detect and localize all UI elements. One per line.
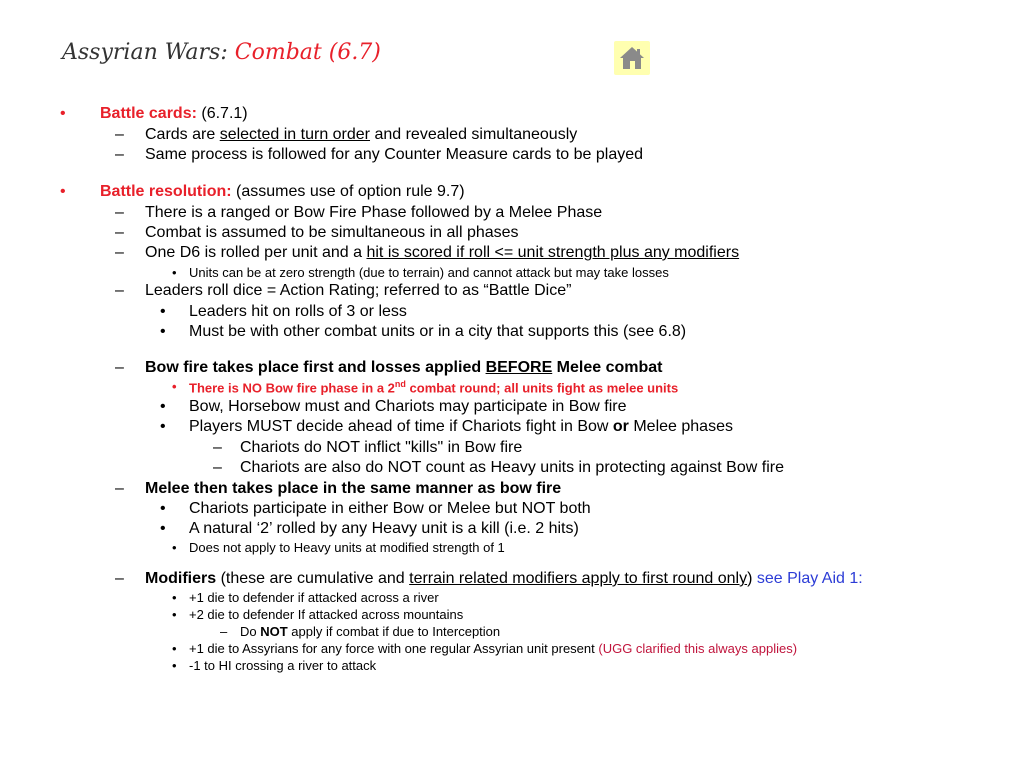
dash-icon: – bbox=[213, 439, 222, 456]
bullet-icon: • bbox=[172, 265, 177, 280]
list-item bbox=[220, 624, 501, 639]
heading-text: Bow fire takes place first and losses applied bbox=[145, 359, 486, 376]
item-text: apply if combat if due to Interception bbox=[287, 624, 501, 639]
list-item bbox=[115, 224, 519, 242]
list-item bbox=[172, 379, 679, 396]
item-text: Does not apply to Heavy units at modified strength of 1 bbox=[189, 540, 505, 555]
bullet-icon: • bbox=[160, 500, 166, 517]
list-item bbox=[115, 204, 603, 222]
terrain-rule-text: terrain related modifiers apply to first round only bbox=[409, 570, 748, 587]
modifiers-heading: Modifiers bbox=[145, 570, 217, 587]
item-text: Chariots are also do NOT count as Heavy units in protecting against Bow fire bbox=[240, 459, 784, 476]
list-item bbox=[172, 540, 505, 555]
list-item bbox=[172, 590, 439, 605]
selected-in-turn-order-text: selected in turn order bbox=[219, 126, 371, 143]
bullet-icon: • bbox=[160, 418, 166, 435]
list-item bbox=[115, 244, 740, 262]
item-text: A natural ‘2’ rolled by any Heavy unit is a kill (i.e. 2 hits) bbox=[189, 520, 579, 537]
item-text: Same process is followed for any Counter Measure cards to be played bbox=[145, 146, 644, 163]
list-item bbox=[160, 323, 687, 341]
item-text: Leaders hit on rolls of 3 or less bbox=[189, 303, 407, 320]
list-item bbox=[213, 439, 523, 457]
item-text: Cards are bbox=[145, 126, 220, 143]
bullet-icon: • bbox=[160, 520, 166, 537]
dash-icon: – bbox=[220, 624, 228, 639]
list-item bbox=[160, 520, 579, 538]
bullet-icon: • bbox=[172, 590, 177, 605]
list-item bbox=[160, 418, 733, 436]
dash-icon: – bbox=[115, 359, 124, 376]
item-text: +2 die to defender If attacked across mountains bbox=[189, 607, 464, 622]
page-title bbox=[62, 40, 381, 65]
superscript: nd bbox=[394, 379, 406, 389]
item-text: Melee phases bbox=[628, 418, 733, 435]
item-text: (these are cumulative and bbox=[216, 570, 410, 587]
bullet-icon: • bbox=[160, 303, 166, 320]
section-modifiers bbox=[115, 570, 863, 588]
item-text: There is a ranged or Bow Fire Phase followed by a Melee Phase bbox=[145, 204, 603, 221]
heading-text: Melee then takes place in the same manner as bow fire bbox=[145, 480, 562, 497]
bullet-icon: • bbox=[160, 323, 166, 340]
list-item bbox=[115, 126, 578, 144]
bullet-icon: • bbox=[172, 641, 177, 656]
or-text: or bbox=[612, 418, 629, 435]
bullet-icon: • bbox=[172, 607, 177, 622]
play-aid-link[interactable]: see Play Aid 1 bbox=[756, 570, 859, 587]
section-melee bbox=[115, 480, 562, 498]
item-text: Must be with other combat units or in a city that supports this (see 6.8) bbox=[189, 323, 687, 340]
ugg-note: (UGG clarified this always applies) bbox=[598, 641, 798, 656]
item-text: Players MUST decide ahead of time if Chariots fight in Bow bbox=[189, 418, 613, 435]
list-item bbox=[172, 658, 377, 673]
item-text: +1 die to Assyrians for any force with one regular Assyrian unit present bbox=[189, 641, 599, 656]
item-text: Do bbox=[240, 624, 261, 639]
item-text: Chariots do NOT inflict "kills" in Bow fire bbox=[240, 439, 523, 456]
bullet-icon: • bbox=[172, 379, 177, 394]
item-text: +1 die to defender if attacked across a river bbox=[189, 590, 439, 605]
item-text: Combat is assumed to be simultaneous in all phases bbox=[145, 224, 519, 241]
section-bow-fire bbox=[115, 359, 663, 377]
list-item bbox=[115, 282, 572, 300]
bullet-icon: • bbox=[60, 183, 66, 200]
list-item bbox=[172, 641, 798, 656]
item-text: ) bbox=[747, 570, 757, 587]
before-text: BEFORE bbox=[485, 359, 553, 376]
battle-resolution-note: (assumes use of option rule 9.7) bbox=[236, 183, 465, 200]
list-item bbox=[115, 146, 644, 164]
dash-icon: – bbox=[115, 146, 124, 163]
dash-icon: – bbox=[115, 480, 124, 497]
item-text: -1 to HI crossing a river to attack bbox=[189, 658, 377, 673]
item-text: Bow, Horsebow must and Chariots may participate in Bow fire bbox=[189, 398, 627, 415]
list-item bbox=[160, 303, 407, 321]
bullet-icon: • bbox=[160, 398, 166, 415]
heading-text: Melee combat bbox=[552, 359, 663, 376]
dash-icon: – bbox=[115, 224, 124, 241]
item-text: Chariots participate in either Bow or Melee but NOT both bbox=[189, 500, 591, 517]
list-item bbox=[172, 265, 669, 280]
hit-rule-text: hit is scored if roll <= unit strength plus any modifiers bbox=[366, 244, 740, 261]
battle-resolution-label: Battle resolution: bbox=[100, 183, 232, 200]
item-text: One D6 is rolled per unit and a bbox=[145, 244, 367, 261]
dash-icon: – bbox=[115, 204, 124, 221]
item-text: Leaders roll dice = Action Rating; referred to as “Battle Dice” bbox=[145, 282, 572, 299]
battle-cards-label: Battle cards: bbox=[100, 105, 197, 122]
list-item bbox=[213, 459, 784, 477]
list-item bbox=[172, 607, 464, 622]
home-icon bbox=[618, 45, 646, 71]
item-text: combat round; all units fight as melee units bbox=[405, 380, 679, 396]
item-text: and revealed simultaneously bbox=[370, 126, 578, 143]
item-text: : bbox=[858, 570, 863, 587]
bullet-icon: • bbox=[172, 658, 177, 673]
dash-icon: – bbox=[115, 282, 124, 299]
list-item bbox=[160, 398, 627, 416]
dash-icon: – bbox=[213, 459, 222, 476]
dash-icon: – bbox=[115, 570, 124, 587]
home-button[interactable] bbox=[614, 41, 650, 75]
dash-icon: – bbox=[115, 244, 124, 261]
title-accent: Combat (6.7) bbox=[234, 40, 381, 65]
bullet-icon: • bbox=[172, 540, 177, 555]
item-text: There is NO Bow fire phase in a 2 bbox=[189, 380, 395, 396]
bullet-icon: • bbox=[60, 105, 66, 122]
item-text: Units can be at zero strength (due to terrain) and cannot attack but may take losses bbox=[189, 265, 669, 280]
not-text: NOT bbox=[260, 624, 288, 639]
dash-icon: – bbox=[115, 126, 124, 143]
battle-cards-ref: (6.7.1) bbox=[201, 105, 248, 122]
title-prefix: Assyrian Wars: bbox=[62, 40, 228, 65]
list-item bbox=[160, 500, 591, 518]
